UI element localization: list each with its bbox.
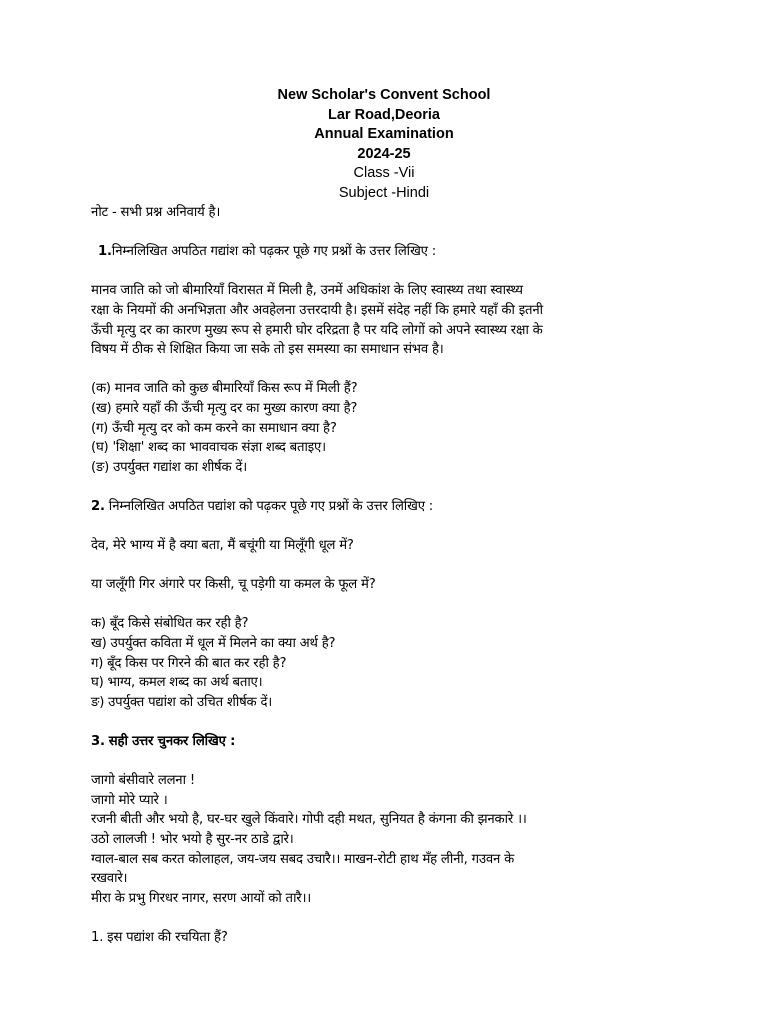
poem-line: उठो लालजी ! भोर भयो है सुर-नर ठाडे द्वारे।	[91, 832, 294, 847]
question-3-heading	[91, 732, 691, 752]
subquestion: (ङ) उपर्युक्त गद्यांश का शीर्षक दें।	[91, 459, 247, 475]
subquestion: (ग) ऊँची मृत्यु दर को कम करने का समाधान क्या है?	[91, 420, 337, 436]
subquestion: ङ) उपर्युक्त पद्यांश को उचित शीर्षक दें।	[91, 694, 273, 710]
question-2-heading	[91, 497, 691, 517]
poem-line: ग्वाल-बाल सब करत कोलाहल, जय-जय सबद उचारै।। माखन-रोटी हाथ मँह लीनी, गउवन के	[91, 851, 515, 867]
question-2-text: निम्नलिखित अपठित पद्यांश को पढ़कर पूछे गए प्रश्नों के उत्तर लिखिए :	[108, 498, 434, 514]
passage-line: रक्षा के नियमों की अनभिज्ञता और अवहेलना उत्तरदायी है। इसमें संदेह नहीं कि हमारे यहाँ की इतनी	[91, 302, 543, 318]
poem-line: रजनी बीती और भयो है, घर-घर खुले किंवारे। गोपी दही मथत, सुनियत है कंगना की झनकारे ।।	[91, 812, 527, 828]
poem-line: जागो मोरे प्यारे ।	[91, 792, 168, 808]
document-header	[0, 86, 768, 204]
school-address: Lar Road,Deoria	[328, 106, 440, 123]
question-2-number: 2.	[91, 498, 105, 514]
question-3-poem	[91, 771, 691, 908]
passage-line: मानव जाति को जो बीमारियाँ विरासत में मिली है, उनमें अधिकांश के लिए स्वास्थ्य तथा स्वास्थ्य	[91, 283, 523, 299]
poem-line: जागो बंसीवारे ललना !	[91, 773, 195, 789]
verse-line: देव, मेरे भाग्य में है क्या बता, मैं बचूंगी या मिलूँगी धूल में?	[91, 538, 354, 554]
subquestion: ग) बूँद किस पर गिरने की बात कर रही है?	[91, 655, 287, 671]
subquestion: (ख) हमारे यहाँ की ऊँची मृत्यु दर का मुख्य कारण क्या है?	[91, 400, 358, 416]
question-3-subquestion: 1. इस पद्यांश की रचयिता हैं?	[91, 929, 228, 945]
question-1-passage	[91, 281, 691, 359]
poem-line: मीरा के प्रभु गिरधर नागर, सरण आयों को तारै।।	[91, 890, 312, 906]
question-1-heading	[91, 242, 691, 262]
class-label: Class -Vii	[353, 165, 415, 182]
subquestion: घ) भाग्य, कमल शब्द का अर्थ बताए।	[91, 675, 263, 691]
question-1-subquestions	[91, 379, 691, 477]
exam-title: Annual Examination	[314, 126, 454, 143]
subject-label: Subject -Hindi	[338, 184, 430, 201]
document-body	[91, 203, 691, 948]
question-1-number: 1.	[98, 244, 112, 260]
verse-line: या जलूँगी गिर अंगारे पर किसी, चू पड़ेगी या कमल के फूल में?	[91, 577, 376, 593]
passage-line: ऊँची मृत्यु दर का कारण मुख्य रूप से हमारी घोर दरिद्रता है पर यदि लोगों को अपने स्वास्थ्य रक्षा के	[91, 322, 543, 338]
subquestion: क) बूँद किसे संबोधित कर रही है?	[91, 616, 249, 632]
question-3-number: 3.	[91, 734, 105, 750]
subquestion: (क) मानव जाति को कुछ बीमारियाँ किस रूप में मिली हैं?	[91, 381, 358, 397]
question-3-text: सही उत्तर चुनकर लिखिए :	[108, 734, 236, 750]
poem-line: रखवारे।	[91, 871, 128, 887]
question-1-text: निम्नलिखित अपठित गद्यांश को पढ़कर पूछे गए प्रश्नों के उत्तर लिखिए :	[111, 244, 436, 260]
subquestion: ख) उपर्युक्त कविता में धूल में मिलने का क्या अर्थ है?	[91, 636, 336, 652]
subquestion: (घ) 'शिक्षा' शब्द का भाववाचक संज्ञा शब्द बताइए।	[91, 440, 326, 456]
passage-line: विषय में ठीक से शिक्षित किया जा सके तो इस समस्या का समाधान संभव है।	[91, 342, 444, 358]
exam-year: 2024-25	[357, 145, 411, 162]
question-2-subquestions	[91, 614, 691, 712]
school-name: New Scholar's Convent School	[277, 87, 491, 103]
note-line: नोट - सभी प्रश्न अनिवार्य है।	[91, 205, 221, 220]
